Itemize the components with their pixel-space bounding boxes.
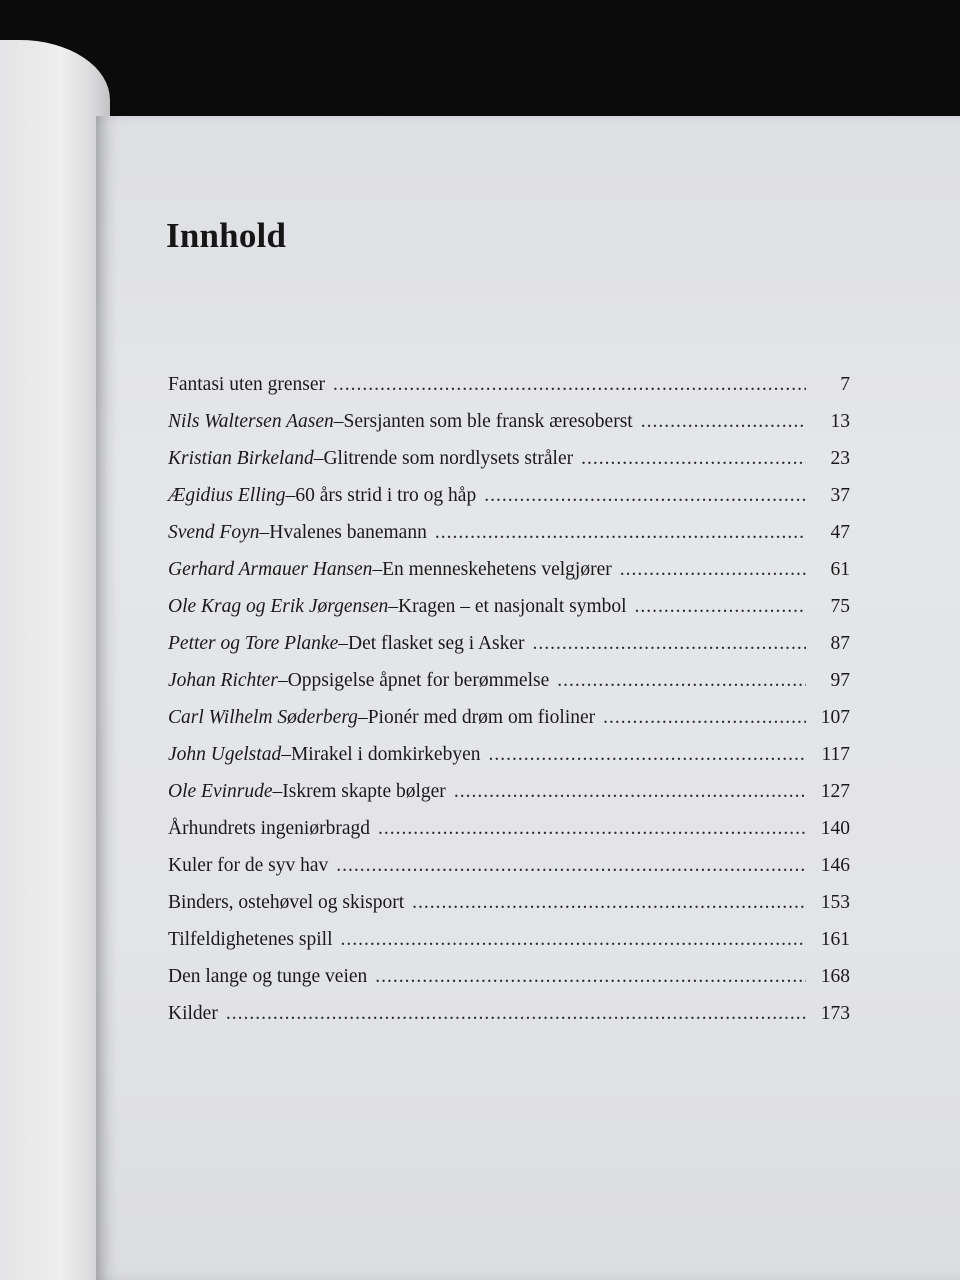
toc-entry-title: Kragen – et nasjonalt symbol: [398, 596, 627, 617]
toc-entry-separator: –: [281, 744, 291, 765]
toc-entry-page-number: 37: [830, 485, 850, 506]
toc-entry-separator: –: [338, 633, 348, 654]
toc-entry-author: Gerhard Armauer Hansen: [168, 559, 373, 580]
toc-entry: [168, 884, 850, 921]
toc-entry-page-number: 107: [820, 707, 850, 728]
book-page: [96, 116, 960, 1280]
toc-entry-title: Oppsigelse åpnet for berømmelse: [287, 670, 550, 691]
toc-entry-author: Ole Evinrude: [168, 781, 273, 802]
toc-entry-author: Svend Foyn: [168, 522, 260, 543]
toc-entry-page-number: 47: [830, 522, 850, 543]
toc-entry-title: Sersjanten som ble fransk æresoberst: [343, 411, 633, 432]
toc-entry-title: Iskrem skapte bølger: [282, 781, 446, 802]
toc-entry-author: John Ugelstad: [168, 744, 282, 765]
toc-entry-title: Binders, ostehøvel og skisport: [168, 892, 405, 913]
toc-entry-author: Kristian Birkeland: [168, 448, 314, 469]
toc-entry-title: 60 års strid i tro og håp: [295, 485, 477, 506]
toc-entry: [168, 699, 850, 736]
toc-entry-page-number: 13: [830, 411, 850, 432]
toc-entry-title: Pionér med drøm om fioliner: [367, 707, 596, 728]
toc-dot-leader: [435, 514, 806, 551]
toc-dot-leader: [333, 366, 806, 403]
toc-entry-separator: –: [259, 522, 270, 543]
toc-entry-title: Kilder: [168, 1003, 218, 1024]
toc-dot-leader: [226, 995, 806, 1032]
toc-entry-page-number: 75: [830, 596, 850, 617]
toc-entry-title: Det flasket seg i Asker: [348, 633, 525, 654]
toc-entry: [168, 403, 850, 440]
toc-entry-separator: –: [285, 485, 296, 506]
toc-entry-page-number: 87: [830, 633, 850, 654]
toc-entry: [168, 958, 850, 995]
toc-entry-page-number: 61: [830, 559, 850, 580]
toc-entry-title: Kuler for de syv hav: [168, 855, 329, 876]
toc-entry-author: Johan Richter: [168, 670, 278, 691]
table-of-contents: [168, 366, 850, 1032]
toc-entry-title: Fantasi uten grenser: [168, 374, 326, 395]
toc-entry: [168, 662, 850, 699]
toc-entry-page-number: 97: [830, 670, 850, 691]
toc-entry-author: Ægidius Elling: [168, 485, 286, 506]
toc-entry-separator: –: [272, 781, 283, 802]
toc-entry-author: Ole Krag og Erik Jørgensen: [168, 596, 389, 617]
toc-dot-leader: [378, 810, 806, 847]
toc-entry-title: En menneskehetens velgjører: [382, 559, 612, 580]
page-title: Innhold: [166, 216, 287, 255]
toc-entry-title: Mirakel i domkirkebyen: [290, 744, 481, 765]
toc-entry-page-number: 7: [840, 374, 850, 395]
toc-entry: [168, 773, 850, 810]
toc-dot-leader: [620, 551, 806, 588]
toc-entry: [168, 921, 850, 958]
toc-dot-leader: [454, 773, 806, 810]
toc-entry-page-number: 168: [820, 966, 850, 987]
toc-entry-author: Nils Waltersen Aasen: [168, 411, 334, 432]
toc-entry-title: Tilfeldighetenes spill: [168, 929, 333, 950]
toc-entry: [168, 366, 850, 403]
toc-entry-separator: –: [333, 411, 344, 432]
toc-entry-page-number: 117: [821, 744, 850, 765]
toc-entry-page-number: 161: [820, 929, 850, 950]
toc-entry-separator: –: [313, 448, 324, 469]
left-page-edge: [0, 40, 110, 1280]
toc-entry: [168, 625, 850, 662]
toc-entry-author: Petter og Tore Planke: [168, 633, 339, 654]
toc-entry-separator: –: [388, 596, 398, 617]
toc-entry: [168, 588, 850, 625]
toc-dot-leader: [412, 884, 806, 921]
toc-entry-author: Carl Wilhelm Søderberg: [168, 707, 358, 728]
toc-entry: [168, 810, 850, 847]
toc-dot-leader: [340, 921, 806, 958]
toc-entry-title: Århundrets ingeniørbragd: [168, 818, 370, 839]
toc-entry: [168, 995, 850, 1032]
toc-dot-leader: [581, 440, 806, 477]
toc-entry: [168, 477, 850, 514]
toc-dot-leader: [336, 847, 806, 884]
toc-entry: [168, 847, 850, 884]
toc-entry-separator: –: [277, 670, 288, 691]
toc-entry-page-number: 153: [820, 892, 850, 913]
toc-dot-leader: [484, 477, 806, 514]
toc-entry: [168, 514, 850, 551]
toc-entry: [168, 551, 850, 588]
toc-entry-page-number: 146: [820, 855, 850, 876]
toc-entry-page-number: 140: [820, 818, 850, 839]
toc-entry-separator: –: [372, 559, 383, 580]
toc-entry-separator: –: [357, 707, 368, 728]
toc-entry-page-number: 173: [820, 1003, 850, 1024]
toc-entry: [168, 440, 850, 477]
toc-dot-leader: [641, 403, 806, 440]
toc-dot-leader: [557, 662, 806, 699]
toc-entry-title: Glitrende som nordlysets stråler: [323, 448, 574, 469]
toc-dot-leader: [603, 699, 806, 736]
toc-entry-page-number: 23: [830, 448, 850, 469]
toc-entry: [168, 736, 850, 773]
toc-dot-leader: [375, 958, 806, 995]
toc-dot-leader: [533, 625, 806, 662]
toc-entry-title: Hvalenes banemann: [269, 522, 427, 543]
toc-dot-leader: [635, 588, 806, 625]
toc-dot-leader: [489, 736, 807, 773]
toc-entry-title: Den lange og tunge veien: [168, 966, 368, 987]
toc-entry-page-number: 127: [820, 781, 850, 802]
